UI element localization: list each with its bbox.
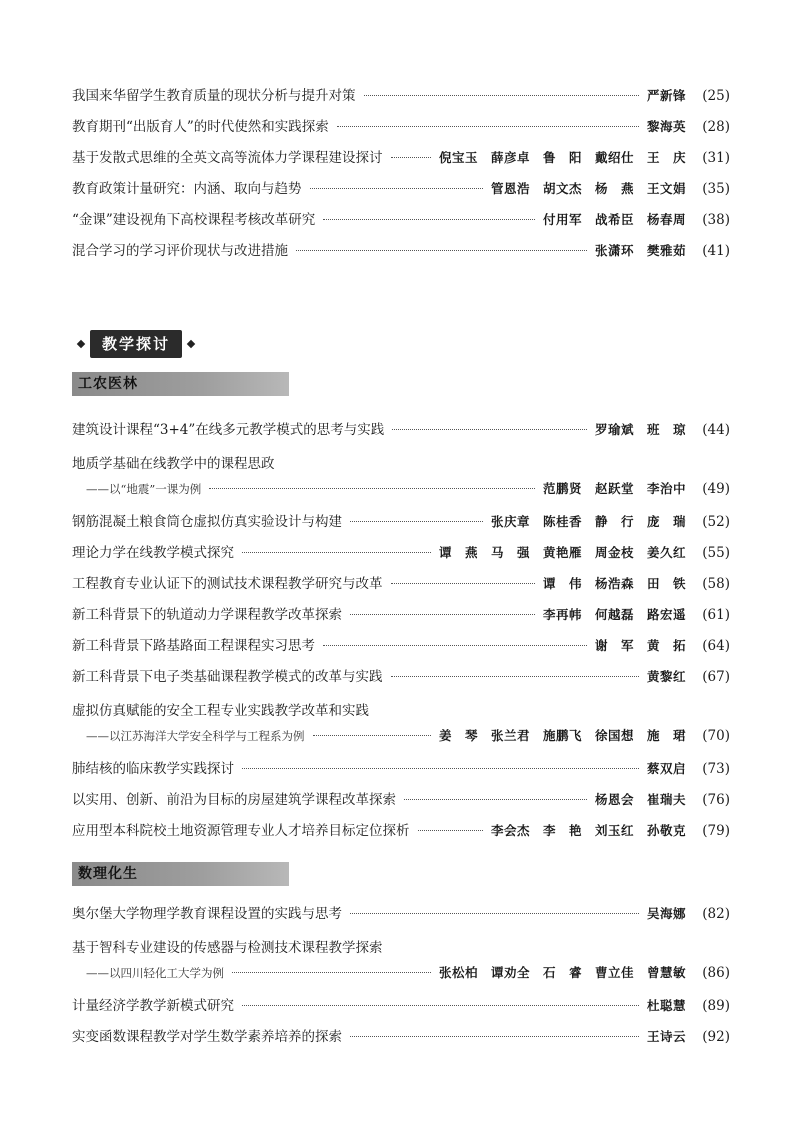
- dot-leader: [209, 488, 535, 489]
- entry-title: 建筑设计课程“3+4”在线多元教学模式的思考与实践: [72, 422, 385, 438]
- entry-page: (82): [702, 906, 730, 922]
- entry-page: (76): [702, 792, 730, 808]
- dot-leader: [350, 614, 535, 615]
- entry-authors: 李会杰 李 艳 刘玉红 孙敬克: [490, 823, 686, 838]
- entry-authors: 姜 琴 张兰君 施鹏飞 徐国想 施 珺: [438, 728, 686, 743]
- entry-title: 奥尔堡大学物理学教育课程设置的实践与思考: [72, 906, 342, 922]
- entry-title: 以实用、创新、前沿为目标的房屋建筑学课程改革探索: [72, 792, 396, 808]
- dot-leader: [296, 250, 587, 251]
- entry-title: 基于发散式思维的全英文高等流体力学课程建设探讨: [72, 150, 383, 166]
- toc-entry[interactable]: [72, 788, 730, 819]
- entry-page: (79): [702, 823, 730, 839]
- entry-page: (31): [702, 150, 730, 166]
- entry-page: (92): [702, 1029, 730, 1045]
- entry-authors: 黎海英: [646, 119, 686, 134]
- dot-leader: [350, 521, 483, 522]
- entry-title: 实变函数课程教学对学生数学素养培养的探索: [72, 1029, 342, 1045]
- dot-leader: [350, 913, 639, 914]
- diamond-icon: [77, 340, 85, 348]
- entry-authors: 王诗云: [646, 1029, 686, 1044]
- entry-page: (44): [702, 422, 730, 438]
- dot-leader: [323, 219, 535, 220]
- entry-page: (61): [702, 607, 730, 623]
- entry-authors: 谭 燕 马 强 黄艳雁 周金枝 姜久红: [438, 545, 686, 560]
- entry-title: 肺结核的临床教学实践探讨: [72, 761, 234, 777]
- entry-title: “金课”建设视角下高校课程考核改革研究: [72, 212, 316, 228]
- toc-entry[interactable]: [72, 603, 730, 634]
- toc-entry[interactable]: [72, 994, 730, 1025]
- entry-page: (25): [702, 88, 730, 104]
- toc-entry[interactable]: [72, 902, 730, 933]
- toc-entry[interactable]: [72, 146, 730, 177]
- dot-leader: [391, 157, 431, 158]
- entry-page: (58): [702, 576, 730, 592]
- entry-authors: 蔡双启: [646, 761, 686, 776]
- dot-leader: [404, 799, 587, 800]
- dot-leader: [313, 735, 431, 736]
- entry-authors: 罗瑜斌 班 琼: [594, 422, 686, 437]
- dot-leader: [391, 676, 639, 677]
- entry-page: (73): [702, 761, 730, 777]
- dot-leader: [242, 552, 431, 553]
- entry-authors: 杨恩会 崔瑞夫: [594, 792, 686, 807]
- toc-entry[interactable]: [72, 1025, 730, 1056]
- toc-entry[interactable]: [72, 572, 730, 603]
- dot-leader: [310, 188, 483, 189]
- entry-page: (55): [702, 545, 730, 561]
- entry-subtitle: ——以“地震”一课为例: [86, 482, 202, 496]
- entry-authors: 谢 军 黄 拓: [594, 638, 686, 653]
- dot-leader: [364, 95, 639, 96]
- category-band: 数理化生: [72, 862, 289, 886]
- top-entries: [72, 84, 730, 270]
- entry-title: 理论力学在线教学模式探究: [72, 545, 234, 561]
- toc-entry[interactable]: [72, 963, 730, 994]
- entry-title: 应用型本科院校土地资源管理专业人才培养目标定位探析: [72, 823, 410, 839]
- entry-authors: 杜聪慧: [646, 998, 686, 1013]
- section-label: 教学探讨: [90, 330, 182, 358]
- entry-title: 混合学习的学习评价现状与改进措施: [72, 243, 288, 259]
- toc-entry[interactable]: [72, 84, 730, 115]
- entry-main-title[interactable]: 基于智科专业建设的传感器与检测技术课程教学探索: [72, 940, 383, 956]
- toc-entry[interactable]: [72, 541, 730, 572]
- entry-subtitle: ——以四川轻化工大学为例: [86, 966, 224, 980]
- dot-leader: [392, 429, 587, 430]
- toc-entry[interactable]: [72, 510, 730, 541]
- entry-page: (35): [702, 181, 730, 197]
- toc-entry[interactable]: [72, 115, 730, 146]
- toc-entry[interactable]: [72, 634, 730, 665]
- entry-authors: 张潇环 樊雅茹: [594, 243, 686, 258]
- toc-entry[interactable]: [72, 208, 730, 239]
- entry-title: 新工科背景下电子类基础课程教学模式的改革与实践: [72, 669, 383, 685]
- section-heading: [72, 324, 730, 364]
- entry-authors: 吴海娜: [646, 906, 686, 921]
- toc-entry[interactable]: [72, 726, 730, 757]
- toc-page: [72, 84, 730, 1056]
- toc-entry[interactable]: [72, 177, 730, 208]
- entry-page: (67): [702, 669, 730, 685]
- toc-entry[interactable]: [72, 665, 730, 696]
- entry-page: (28): [702, 119, 730, 135]
- toc-entry[interactable]: [72, 418, 730, 449]
- entry-authors: 范鹏贤 赵跃堂 李治中: [542, 481, 686, 496]
- entry-authors: 倪宝玉 薛彦卓 鲁 阳 戴绍仕 王 庆: [438, 150, 686, 165]
- entry-authors: 张庆章 陈桂香 静 行 庞 瑞: [490, 514, 686, 529]
- entry-page: (52): [702, 514, 730, 530]
- entry-page: (49): [702, 481, 730, 497]
- entry-page: (38): [702, 212, 730, 228]
- dot-leader: [242, 1005, 639, 1006]
- entry-title: 新工科背景下路基路面工程课程实习思考: [72, 638, 315, 654]
- entry-page: (89): [702, 998, 730, 1014]
- dot-leader: [337, 126, 639, 127]
- entry-authors: 付用军 战希臣 杨春周: [542, 212, 686, 227]
- toc-entry[interactable]: [72, 479, 730, 510]
- entry-title: 计量经济学教学新模式研究: [72, 998, 234, 1014]
- entry-authors: 谭 伟 杨浩森 田 铁: [542, 576, 686, 591]
- dot-leader: [232, 972, 431, 973]
- entry-title: 教育政策计量研究：内涵、取向与趋势: [72, 181, 302, 197]
- entry-title: 新工科背景下的轨道动力学课程教学改革探索: [72, 607, 342, 623]
- dot-leader: [391, 583, 535, 584]
- entry-main-title[interactable]: 虚拟仿真赋能的安全工程专业实践教学改革和实践: [72, 703, 369, 719]
- category-band: 工农医林: [72, 372, 289, 396]
- entry-authors: 严新锋: [646, 88, 686, 103]
- entry-subtitle: ——以江苏海洋大学安全科学与工程系为例: [86, 729, 305, 743]
- toc-entry[interactable]: [72, 239, 730, 270]
- entry-title: 钢筋混凝土粮食筒仓虚拟仿真实验设计与构建: [72, 514, 342, 530]
- entry-main-title[interactable]: 地质学基础在线教学中的课程思政: [72, 456, 275, 472]
- entry-title: 教育期刊“出版育人”的时代使然和实践探索: [72, 119, 329, 135]
- entry-authors: 黄黎红: [646, 669, 686, 684]
- toc-entry[interactable]: [72, 819, 730, 850]
- entry-authors: 张松柏 谭劝全 石 睿 曹立佳 曾慧敏: [438, 965, 686, 980]
- toc-entry[interactable]: [72, 757, 730, 788]
- category2-entries: [72, 902, 730, 1056]
- entry-title: 我国来华留学生教育质量的现状分析与提升对策: [72, 88, 356, 104]
- entry-page: (86): [702, 965, 730, 981]
- entry-page: (64): [702, 638, 730, 654]
- entry-authors: 李再帏 何越磊 路宏遥: [542, 607, 686, 622]
- diamond-icon: [187, 340, 195, 348]
- dot-leader: [242, 768, 639, 769]
- entry-page: (70): [702, 728, 730, 744]
- entry-page: (41): [702, 243, 730, 259]
- entry-authors: 管恩浩 胡文杰 杨 燕 王文娟: [490, 181, 686, 196]
- entry-title: 工程教育专业认证下的测试技术课程教学研究与改革: [72, 576, 383, 592]
- dot-leader: [323, 645, 587, 646]
- dot-leader: [418, 830, 483, 831]
- category1-entries: [72, 418, 730, 850]
- dot-leader: [350, 1036, 639, 1037]
